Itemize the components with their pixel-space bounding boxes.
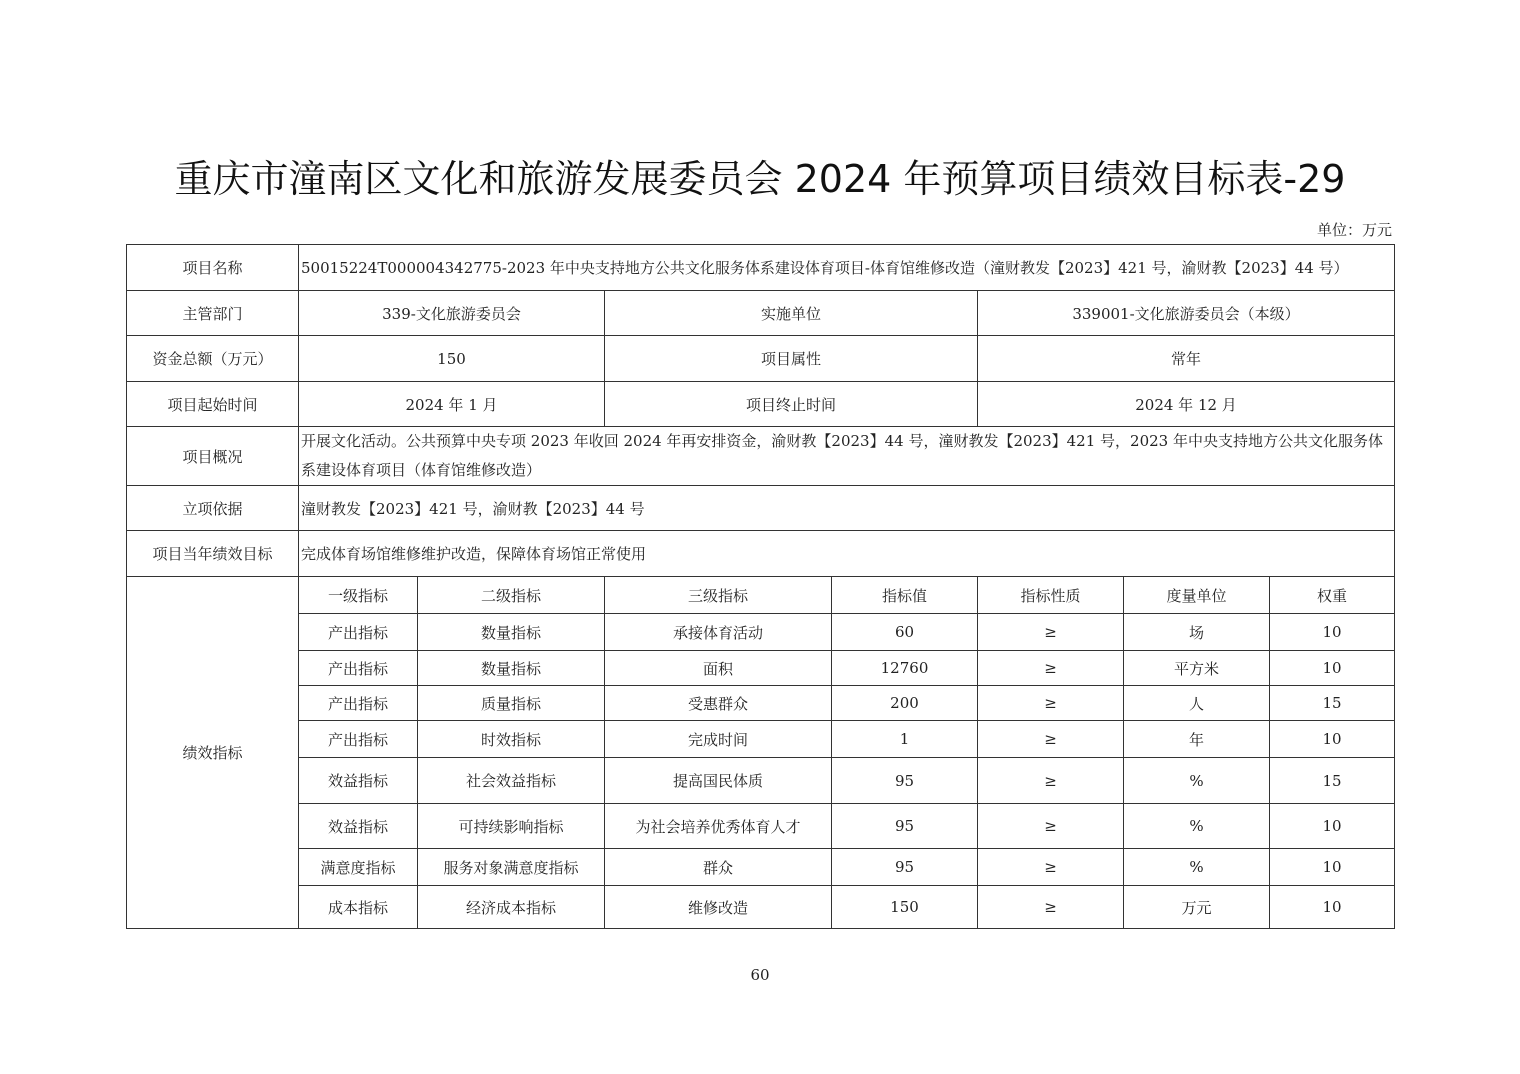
value-cell: 1 [832, 721, 978, 758]
header-level2: 二级指标 [418, 577, 605, 614]
row-fund [127, 336, 1395, 382]
header-unit: 度量单位 [1124, 577, 1270, 614]
table-row [127, 804, 1395, 849]
weight-cell: 10 [1270, 804, 1395, 849]
level3-cell: 为社会培养优秀体育人才 [605, 804, 832, 849]
start-value: 2024 年 1 月 [299, 382, 605, 427]
level2-cell: 服务对象满意度指标 [418, 849, 605, 886]
value-cell: 95 [832, 804, 978, 849]
attr-label: 项目属性 [605, 336, 978, 382]
level1-cell: 效益指标 [299, 804, 418, 849]
level3-cell: 群众 [605, 849, 832, 886]
weight-cell: 10 [1270, 721, 1395, 758]
project-name-value: 50015224T000004342775-2023 年中央支持地方公共文化服务体系建设体育项目-体育馆维修改造（潼财教发【2023】421 号，渝财教【2023】44 号） [299, 245, 1395, 291]
weight-cell: 15 [1270, 686, 1395, 721]
nature-cell: ≥ [978, 849, 1124, 886]
page-number: 60 [750, 966, 770, 984]
header-nature: 指标性质 [978, 577, 1124, 614]
table-row [127, 886, 1395, 929]
performance-target-table [126, 244, 1395, 929]
header-value: 指标值 [832, 577, 978, 614]
value-cell: 200 [832, 686, 978, 721]
unit-cell: % [1124, 849, 1270, 886]
level1-cell: 成本指标 [299, 886, 418, 929]
weight-cell: 10 [1270, 849, 1395, 886]
dept-label: 主管部门 [127, 291, 299, 336]
nature-cell: ≥ [978, 651, 1124, 686]
table-row [127, 849, 1395, 886]
indicator-section-label: 绩效指标 [127, 577, 299, 929]
level2-cell: 质量指标 [418, 686, 605, 721]
weight-cell: 10 [1270, 886, 1395, 929]
level3-cell: 面积 [605, 651, 832, 686]
row-goal [127, 531, 1395, 577]
attr-value: 常年 [978, 336, 1395, 382]
table-row [127, 758, 1395, 804]
value-cell: 60 [832, 614, 978, 651]
goal-value: 完成体育场馆维修维护改造，保障体育场馆正常使用 [299, 531, 1395, 577]
page-title: 重庆市潼南区文化和旅游发展委员会 2024 年预算项目绩效目标表-29 [174, 157, 1346, 201]
level3-cell: 维修改造 [605, 886, 832, 929]
level2-cell: 数量指标 [418, 651, 605, 686]
value-cell: 95 [832, 758, 978, 804]
table-row [127, 651, 1395, 686]
level1-cell: 产出指标 [299, 651, 418, 686]
overview-value: 开展文化活动。公共预算中央专项 2023 年收回 2024 年再安排资金，渝财教【2023】44 号，潼财教发【2023】421 号，2023 年中央支持地方公共文化服务体系建设体育项目（体育馆维修改造） [299, 427, 1395, 486]
table-row [127, 614, 1395, 651]
end-label: 项目终止时间 [605, 382, 978, 427]
basis-value: 潼财教发【2023】421 号，渝财教【2023】44 号 [299, 486, 1395, 531]
indicator-header-row [127, 577, 1395, 614]
level1-cell: 满意度指标 [299, 849, 418, 886]
unit-cell: % [1124, 758, 1270, 804]
weight-cell: 10 [1270, 614, 1395, 651]
unit-cell: % [1124, 804, 1270, 849]
impl-value: 339001-文化旅游委员会（本级） [978, 291, 1395, 336]
table-row [127, 721, 1395, 758]
end-value: 2024 年 12 月 [978, 382, 1395, 427]
unit-cell: 人 [1124, 686, 1270, 721]
value-cell: 95 [832, 849, 978, 886]
unit-cell: 年 [1124, 721, 1270, 758]
level3-cell: 承接体育活动 [605, 614, 832, 651]
level1-cell: 效益指标 [299, 758, 418, 804]
weight-cell: 15 [1270, 758, 1395, 804]
table-row [127, 686, 1395, 721]
nature-cell: ≥ [978, 686, 1124, 721]
level3-cell: 提高国民体质 [605, 758, 832, 804]
nature-cell: ≥ [978, 804, 1124, 849]
unit-cell: 场 [1124, 614, 1270, 651]
value-cell: 12760 [832, 651, 978, 686]
row-department [127, 291, 1395, 336]
level1-cell: 产出指标 [299, 721, 418, 758]
level1-cell: 产出指标 [299, 686, 418, 721]
unit-cell: 平方米 [1124, 651, 1270, 686]
nature-cell: ≥ [978, 721, 1124, 758]
row-basis [127, 486, 1395, 531]
unit-cell: 万元 [1124, 886, 1270, 929]
nature-cell: ≥ [978, 886, 1124, 929]
impl-label: 实施单位 [605, 291, 978, 336]
nature-cell: ≥ [978, 758, 1124, 804]
level2-cell: 社会效益指标 [418, 758, 605, 804]
level1-cell: 产出指标 [299, 614, 418, 651]
start-label: 项目起始时间 [127, 382, 299, 427]
level2-cell: 经济成本指标 [418, 886, 605, 929]
level2-cell: 可持续影响指标 [418, 804, 605, 849]
level3-cell: 完成时间 [605, 721, 832, 758]
overview-label: 项目概况 [127, 427, 299, 486]
weight-cell: 10 [1270, 651, 1395, 686]
level2-cell: 时效指标 [418, 721, 605, 758]
nature-cell: ≥ [978, 614, 1124, 651]
goal-label: 项目当年绩效目标 [127, 531, 299, 577]
row-project-name [127, 245, 1395, 291]
header-level1: 一级指标 [299, 577, 418, 614]
fund-label: 资金总额（万元） [127, 336, 299, 382]
row-time [127, 382, 1395, 427]
unit-label: 单位：万元 [1316, 221, 1392, 239]
value-cell: 150 [832, 886, 978, 929]
project-name-label: 项目名称 [127, 245, 299, 291]
row-overview [127, 427, 1395, 486]
header-weight: 权重 [1270, 577, 1395, 614]
dept-value: 339-文化旅游委员会 [299, 291, 605, 336]
fund-value: 150 [299, 336, 605, 382]
basis-label: 立项依据 [127, 486, 299, 531]
header-level3: 三级指标 [605, 577, 832, 614]
level2-cell: 数量指标 [418, 614, 605, 651]
level3-cell: 受惠群众 [605, 686, 832, 721]
